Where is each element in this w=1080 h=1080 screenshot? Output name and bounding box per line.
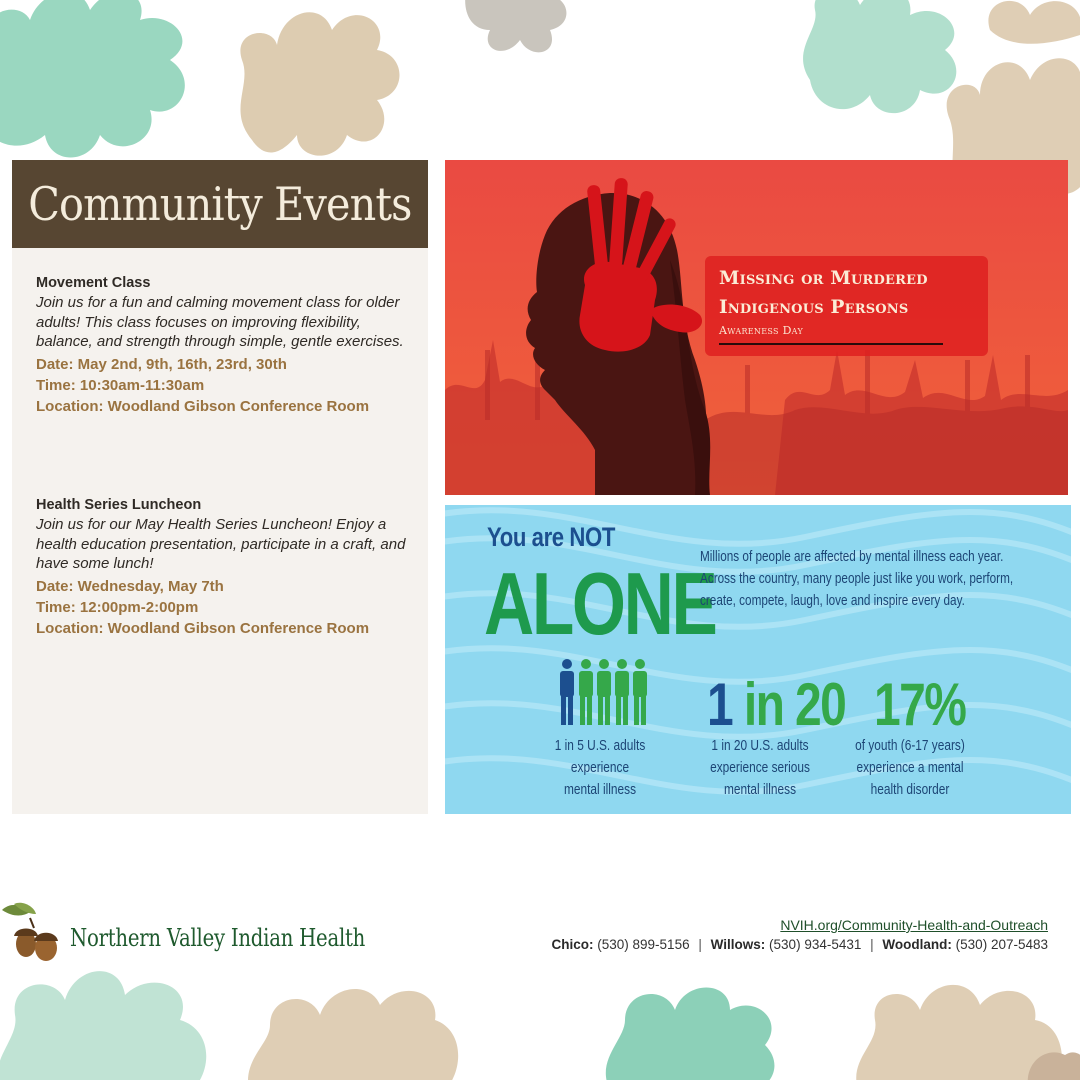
city-label: Woodland: [882, 937, 952, 952]
mmip-title-line1: Missing or Murdered [719, 268, 928, 289]
event-movement-class [36, 274, 408, 417]
event-details [36, 576, 408, 639]
event-title: Health Series Luncheon [36, 497, 202, 513]
community-events-panel [12, 160, 428, 814]
city-label: Willows: [710, 937, 766, 952]
events-header [12, 160, 428, 248]
mmip-subtitle: Awareness Day [719, 324, 804, 337]
mmip-title [719, 264, 979, 322]
city-label: Chico: [551, 937, 594, 952]
acorn-logo-icon [0, 900, 66, 966]
separator: | [698, 937, 702, 952]
event-date: Date: Wednesday, May 7th [36, 577, 224, 595]
caption-line: 1 in 20 U.S. adults [711, 738, 809, 754]
caption-line: experience a mental [856, 760, 964, 776]
stat-17-percent: 17% [874, 671, 966, 738]
caption-line: mental illness [563, 782, 637, 798]
caption-line: experience [570, 760, 630, 776]
leaf-decoration-top-left [0, 0, 220, 170]
org-name-logo: Northern Valley Indian Health [70, 924, 366, 952]
stat-number-suffix: in 20 [743, 671, 846, 738]
mmip-divider [719, 343, 943, 345]
stat-caption-1-in-5 [543, 735, 658, 801]
phone-number[interactable]: (530) 207-5483 [955, 937, 1048, 952]
caption-line: 1 in 5 U.S. adults [554, 738, 646, 754]
event-title: Movement Class [36, 275, 151, 291]
caption-line: of youth (6-17 years) [855, 738, 965, 754]
stat-caption-1-in-20 [703, 735, 818, 801]
leaf-decoration-top-gray [460, 0, 580, 60]
event-health-series-luncheon [36, 496, 408, 639]
event-description: Join us for a fun and calming movement class for older adults! This class focuses on improving flexibility, balance, and strength through simple, gentle exercises. [36, 294, 404, 350]
event-details [36, 354, 408, 417]
event-description: Join us for our May Health Series Luncheon! Enjoy a health education presentation, participate in a craft, and have some lunch! [36, 516, 406, 572]
phone-number[interactable]: (530) 899-5156 [597, 937, 690, 952]
leaf-decoration-bottom-left [0, 960, 220, 1080]
leaf-decoration-top-tan [222, 0, 412, 160]
leaf-decoration-bottom-center-teal [590, 980, 780, 1080]
event-time: Time: 10:30am-11:30am [36, 376, 205, 394]
caption-line: mental illness [723, 782, 797, 798]
mmip-title-line2: Indigenous Persons [719, 297, 909, 318]
caption-line: health disorder [870, 782, 950, 798]
stat-number: 1 [707, 671, 733, 738]
event-date: Date: May 2nd, 9th, 16th, 23rd, 30th [36, 355, 287, 373]
leaf-decoration-bottom-right [840, 975, 1080, 1080]
phone-number[interactable]: (530) 934-5431 [769, 937, 862, 952]
event-time: Time: 12:00pm-2:00pm [36, 598, 199, 616]
website-link[interactable]: NVIH.org/Community-Health-and-Outreach [780, 917, 1048, 933]
caption-line: experience serious [710, 760, 810, 776]
separator: | [870, 937, 874, 952]
event-location: Location: Woodland Gibson Conference Room [36, 619, 370, 637]
mh-heading: You are NOT [487, 522, 615, 552]
leaf-decoration-bottom-mid [230, 975, 470, 1080]
mh-paragraph: Millions of people are affected by mental illness each year. Across the country, many people just like you work, perform, create, compete, laugh, love and inspire every day. [700, 549, 1014, 609]
stat-caption-17-percent [853, 735, 968, 801]
event-location: Location: Woodland Gibson Conference Room [36, 397, 370, 415]
phone-numbers [552, 937, 1049, 952]
events-header-title: Community Events [28, 177, 412, 231]
stat-1-in-20 [707, 671, 846, 738]
mh-big-word: ALONE [484, 554, 716, 653]
